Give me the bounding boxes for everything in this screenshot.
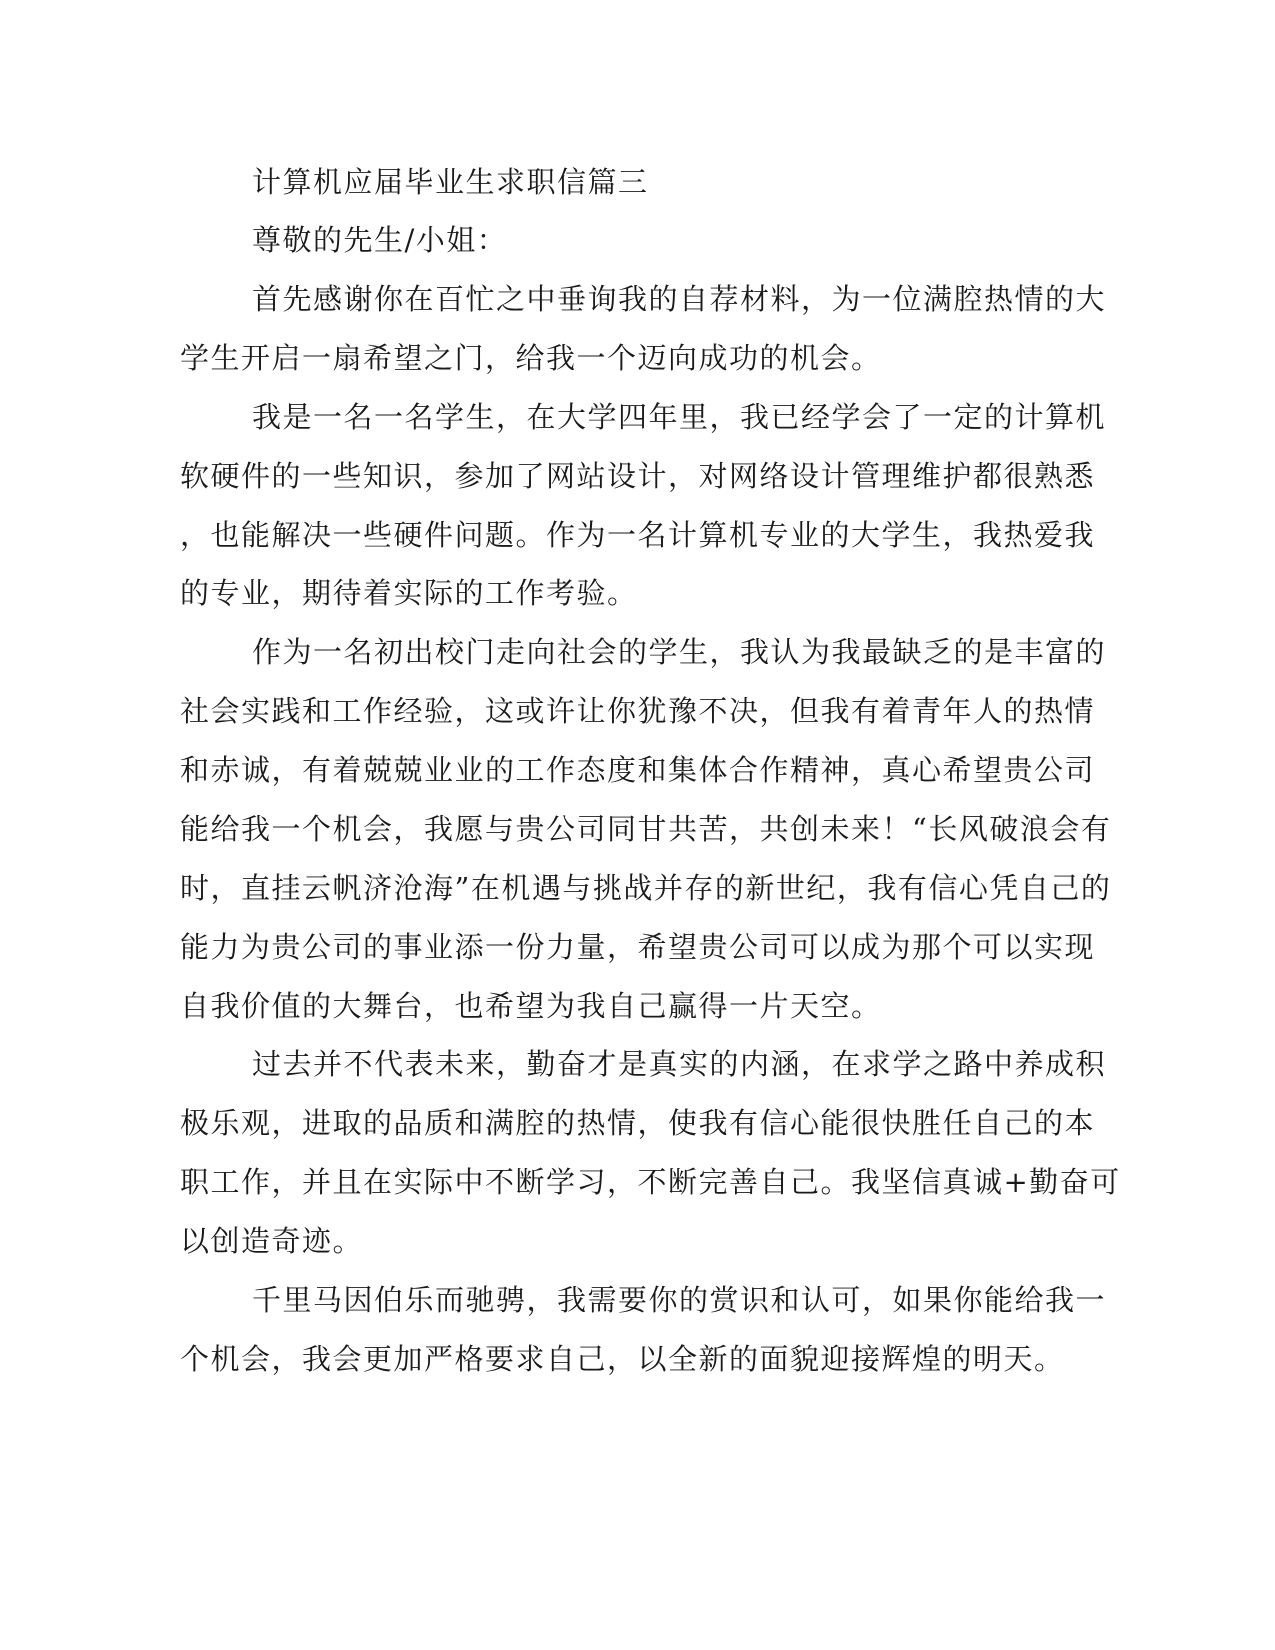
paragraph-line: 和赤诚，有着兢兢业业的工作态度和集体合作精神，真心希望贵公司 [180,753,1096,787]
paragraph-line: 过去并不代表未来，勤奋才是真实的内涵，在求学之路中养成积 [252,1047,1107,1081]
paragraph-line: 作为一名初出校门走向社会的学生，我认为我最缺乏的是丰富的 [252,635,1107,669]
paragraph-line: 能力为贵公司的事业添一份力量，希望贵公司可以成为那个可以实现 [180,930,1096,964]
paragraph-line: 软硬件的一些知识，参加了网站设计，对网络设计管理维护都很熟悉 [180,459,1096,493]
paragraph-line: ，也能解决一些硬件问题。作为一名计算机专业的大学生，我热爱我 [180,518,1096,552]
paragraph-line: 时，直挂云帆济沧海”在机遇与挑战并存的新世纪，我有信心凭自己的 [180,871,1112,905]
paragraph-line: 个机会，我会更加严格要求自己，以全新的面貌迎接辉煌的明天。 [180,1342,1065,1376]
paragraph-line: 的专业，期待着实际的工作考验。 [180,576,638,610]
paragraph-line: 以创造奇迹。 [180,1224,364,1258]
paragraph-line: 自我价值的大舞台，也希望为我自己赢得一片天空。 [180,989,882,1023]
paragraph-line: 极乐观，进取的品质和满腔的热情，使我有信心能很快胜任自己的本 [180,1106,1096,1140]
paragraph-line: 社会实践和工作经验，这或许让你犹豫不决，但我有着青年人的热情 [180,694,1096,728]
paragraph-line: 首先感谢你在百忙之中垂询我的自荐材料，为一位满腔热情的大 [252,282,1107,316]
paragraph-line: 能给我一个机会，我愿与贵公司同甘共苦，共创未来！“长风破浪会有 [180,812,1112,846]
salutation: 尊敬的先生/小姐： [252,223,508,257]
paragraph-line: 职工作，并且在实际中不断学习，不断完善自己。我坚信真诚+勤奋可 [180,1165,1121,1199]
paragraph-line: 我是一名一名学生，在大学四年里，我已经学会了一定的计算机 [252,400,1107,434]
paragraph-line: 学生开启一扇希望之门，给我一个迈向成功的机会。 [180,341,882,375]
paragraph-line: 千里马因伯乐而驰骋，我需要你的赏识和认可，如果你能给我一 [252,1283,1107,1317]
document-title: 计算机应届毕业生求职信篇三 [252,165,649,199]
